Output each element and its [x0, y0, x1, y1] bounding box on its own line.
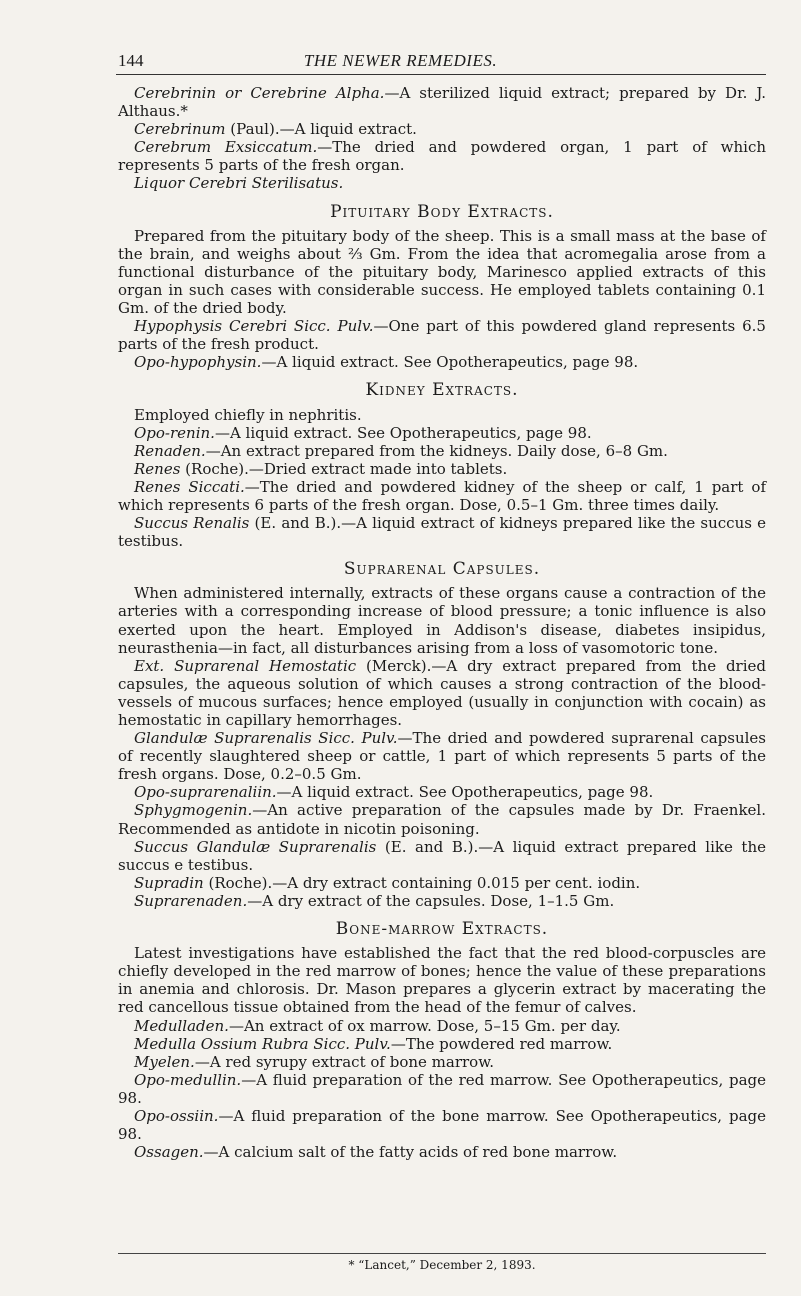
preparation-description: —The dried and powdered suprarenal capsules of recently slaughtered sheep or cattle, 1 part of which represents 5 parts of the fresh organs. Dose, 0.2–0.5 Gm.: [118, 729, 767, 784]
preparation-entry: [118, 838, 766, 874]
running-title: THE NEWER REMEDIES.: [303, 51, 498, 70]
preparation-description: —A sterilized liquid extract; prepared by Dr. J. Althaus.*: [118, 84, 766, 121]
preparation-entry: [118, 892, 766, 910]
page-number: 144: [118, 51, 144, 70]
preparation-description: (E. and B.).—A liquid extract prepared like the succus e testibus.: [118, 837, 766, 874]
preparation-entry: [118, 84, 766, 120]
section-heading: Pituitary Body Extracts.: [330, 201, 554, 222]
preparation-description: —A fluid preparation of the bone marrow. See Opotherapeutics, page 98.: [118, 1106, 766, 1144]
preparation-name: Supradin: [134, 873, 204, 892]
preparation-name: Cerebrum Exsiccatum.: [134, 138, 318, 157]
preparation-name: Succus Glandulæ Suprarenalis: [134, 837, 377, 856]
section-intro: [118, 227, 766, 317]
preparation-description: —An extract prepared from the kidneys. Daily dose, 6–8 Gm.: [205, 441, 668, 460]
preparation-name: Myelen.: [134, 1052, 195, 1071]
preparation-name: Opo-renin.: [134, 423, 215, 442]
preparation-name: Suprarenaden.: [134, 891, 248, 910]
preparation-description: —An extract of ox marrow. Dose, 5–15 Gm. per day.: [228, 1016, 621, 1035]
preparation-description: —The dried and powdered kidney of the sheep or calf, 1 part of which represents 6 parts of the fresh organ. Dose, 0.5–1 Gm. three times daily.: [118, 477, 766, 514]
preparation-entry: [118, 317, 766, 353]
preparation-description: Employed chiefly in nephritis.: [134, 405, 362, 424]
preparation-name: Glandulæ Suprarenalis Sicc. Pulv.: [134, 729, 398, 748]
header-rule: [116, 74, 766, 75]
preparation-description: (E. and B.).—A liquid extract of kidneys prepared like the succus e testibus.: [118, 514, 766, 551]
preparation-description: Latest investigations have established the fact that the red blood-corpuscles are chiefly developed in the red marrow of bones; hence the value of these preparations in anemia and chlorosis. Dr. Mason prepares a glycerin extract by macerating the red cancellous tissue obtained from the head of the femur of calves.: [118, 944, 766, 1017]
section-heading: Suprarenal Capsules.: [343, 559, 541, 580]
preparation-description: —One part of this powdered gland represents 6.5 parts of the fresh product.: [118, 317, 766, 354]
preparation-name: Cerebrinum: [134, 120, 226, 139]
preparation-description: —An active preparation of the capsules made by Dr. Fraenkel. Recommended as antidote in nicotin poisoning.: [118, 801, 766, 838]
section-intro: [118, 584, 766, 656]
preparation-name: Medulla Ossium Rubra Sicc. Pulv.: [134, 1034, 391, 1053]
preparation-entry: [118, 874, 766, 892]
preparation-description: —A liquid extract. See Opotherapeutics, page 98.: [276, 783, 654, 802]
preparation-description: (Paul).—A liquid extract.: [225, 120, 417, 139]
preparation-name: Opo-hypophysin.: [134, 353, 262, 372]
footnote: * “Lancet,” December 2, 1893.: [118, 1253, 766, 1272]
preparation-description: —A calcium salt of the fatty acids of red bone marrow.: [203, 1143, 618, 1162]
preparation-name: Succus Renalis: [134, 514, 250, 533]
preparation-name: Ossagen.: [134, 1143, 204, 1162]
preparation-entry: [118, 729, 766, 783]
preparation-name: Opo-medullin.: [134, 1070, 242, 1089]
preparation-description: —A liquid extract. See Opotherapeutics, page 98.: [261, 353, 639, 372]
page-header: [0, 51, 801, 73]
preparation-entry: [118, 514, 766, 550]
preparation-entry: [118, 1071, 766, 1107]
preparation-entry: [118, 174, 766, 192]
preparation-entry: [118, 460, 766, 478]
preparation-entry: [118, 1017, 766, 1035]
preparation-entry: [118, 1053, 766, 1071]
section-heading: Bone-marrow Extracts.: [335, 919, 549, 940]
preparation-entry: [118, 783, 766, 801]
preparation-name: Opo-suprarenaliin.: [134, 783, 277, 802]
preparation-name: Opo-ossiin.: [134, 1106, 219, 1125]
preparation-name: Ext. Suprarenal Hemostatic: [134, 656, 357, 675]
preparation-description: (Merck).—A dry extract prepared from the dried capsules, the aqueous solution of which causes a strong contraction of the blood-vessels of mucous surfaces; hence employed (usually in conjunction with cocain) as hemostatic in capillary hemorrhages.: [118, 656, 767, 729]
preparation-entry: [118, 1107, 766, 1143]
preparation-entry: [118, 1143, 766, 1161]
preparation-entry: [118, 424, 766, 442]
preparation-description: (Roche).—Dried extract made into tablets.: [180, 459, 508, 478]
preparation-entry: [118, 138, 766, 174]
preparation-description: Prepared from the pituitary body of the sheep. This is a small mass at the base of the brain, and weighs about ⅔ Gm. From the idea that acromegalia arose from a functional disturbance of the pituitary body, Marinesco applied extracts of this organ in such cases with considerable success. He employed tablets containing 0.1 Gm. of the dried body.: [118, 226, 766, 318]
preparation-name: Renes: [134, 459, 181, 478]
preparation-name: Liquor Cerebri Sterilisatus.: [134, 174, 344, 193]
preparation-description: —The dried and powdered organ, 1 part of which represents 5 parts of the fresh organ.: [118, 138, 767, 175]
preparation-entry: [118, 353, 766, 371]
preparation-description: When administered internally, extracts of these organs cause a contraction of the arteries with a corresponding increase of blood pressure; a tonic influence is also exerted upon the heart. Employed in Addison's disease, diabetes insipidus, neurasthenia—in fact, all disturbances arising from a loss of vasomotoric tone.: [118, 584, 766, 657]
page-body: [118, 84, 766, 1161]
preparation-description: —A fluid preparation of the red marrow. See Opotherapeutics, page 98.: [118, 1070, 766, 1107]
preparation-description: —The powdered red marrow.: [390, 1034, 613, 1053]
preparation-description: —A dry extract of the capsules. Dose, 1–1.5 Gm.: [247, 891, 615, 910]
preparation-name: Sphygmogenin.: [134, 801, 253, 820]
preparation-entry: [118, 657, 766, 729]
preparation-description: —A red syrupy extract of bone marrow.: [194, 1052, 495, 1071]
preparation-description: —A liquid extract. See Opotherapeutics, page 98.: [214, 423, 592, 442]
preparation-name: Hypophysis Cerebri Sicc. Pulv.: [134, 317, 374, 336]
preparation-description: (Roche).—A dry extract containing 0.015 per cent. iodin.: [203, 873, 641, 892]
preparation-name: Medulladen.: [134, 1016, 229, 1035]
preparation-entry: [118, 478, 766, 514]
preparation-name: Renaden.: [134, 441, 206, 460]
section-intro: [118, 944, 766, 1016]
preparation-name: Renes Siccati.: [134, 477, 245, 496]
preparation-entry: [118, 1035, 766, 1053]
preparation-entry: [118, 442, 766, 460]
section-intro: [118, 406, 766, 424]
preparation-entry: [118, 120, 766, 138]
section-heading: Kidney Extracts.: [365, 380, 519, 401]
preparation-entry: [118, 801, 766, 837]
preparation-name: Cerebrinin or Cerebrine Alpha.: [134, 84, 385, 102]
